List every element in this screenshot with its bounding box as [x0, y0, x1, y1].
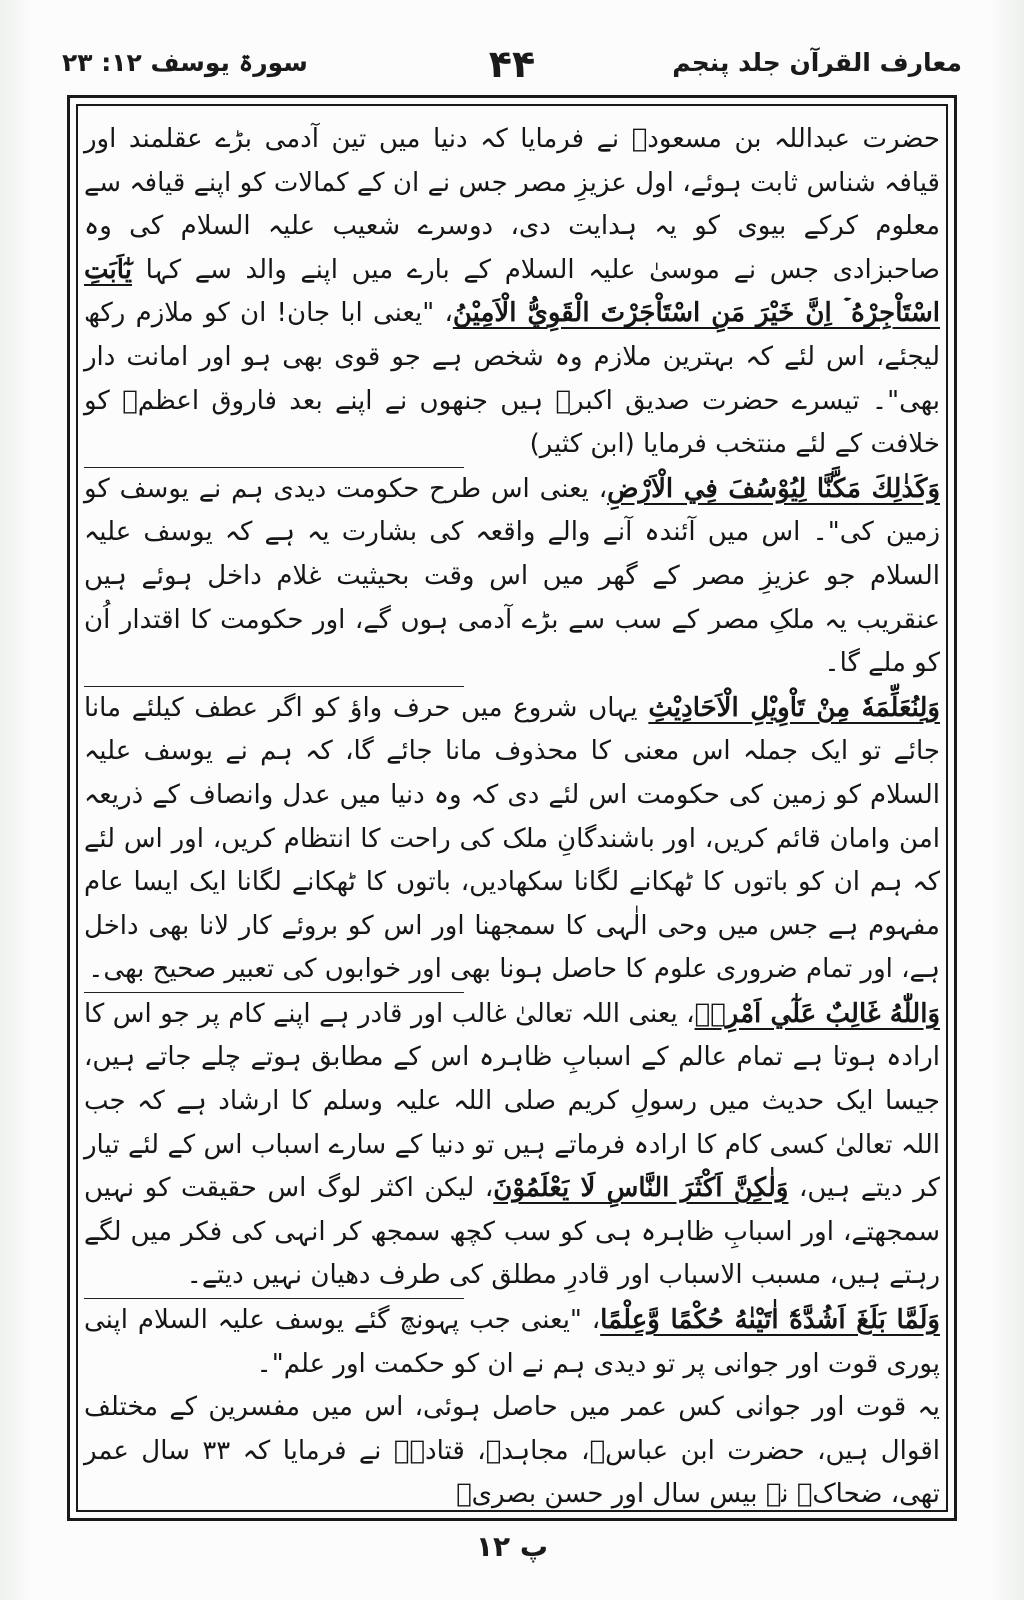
- quran-verse: وَكَذٰلِكَ مَكَّنَّا لِيُوْسُفَ فِي الْاَرْضِ: [607, 473, 940, 504]
- paragraph-text: حضرت عبداللہ بن مسعودؓ نے فرمایا کہ دنیا میں تین آدمی بڑے عقلمند اور قیافہ شناس ثابت ہوئے، اول عزیزِ مصر جس نے ان کے کمالات کو اپنے قیافہ سے معلوم کرکے بیوی کو یہ ہدایت دی، دوسرے شعیب علیہ السلام کی وہ صاحبزادی جس نے موسیٰ علیہ السلام کے بارے میں اپنے والد سے کہا: [84, 124, 940, 285]
- book-title: معارف القرآن جلد پنجم: [672, 48, 962, 77]
- paragraph-age: [84, 1386, 940, 1517]
- paragraph-text: ، "یعنی ابا جان! ان کو ملازم رکھ لیجئے، اس لئے کہ بہترین ملازم وہ شخص ہے جو قوی بھی ہو اور امانت دار بھی"۔ تیسرے حضرت صدیق اکبرؓ ہیں جنھوں نے اپنے بعد فاروق اعظمؓ کو خلافت کے لئے منتخب فرمایا (ابن کثیر): [84, 298, 940, 460]
- quran-verse: وَلٰكِنَّ اَكْثَرَ النَّاسِ لَا يَعْلَمُوْنَ: [493, 1173, 789, 1204]
- juz-marker: پ ۱۲: [475, 1530, 549, 1563]
- running-header: [62, 42, 962, 92]
- surah-reference: سورۃ یوسف ۱۲: ۲۳: [62, 48, 308, 77]
- paragraph-ashuddah: [84, 1299, 940, 1386]
- quran-verse: وَلِنُعَلِّمَهٗ مِنْ تَاْوِيْلِ الْاَحَادِيْثِ: [648, 692, 940, 723]
- paragraph-text: ، یعنی اللہ تعالیٰ غالب اور قادر ہے اپنے کام پر جو اس کا ارادہ ہوتا ہے تمام عالم کے اسبابِ ظاہرہ اس کے مطابق ہوتے چلے جاتے ہیں، جیسا ایک حدیث میں رسولِ کریم صلی اللہ علیہ وسلم کا ارشاد ہے کہ جب اللہ تعالیٰ کسی کام کا ارادہ فرماتے ہیں تو دنیا کے سارے اسباب اس کے لئے تیار کر دیتے ہیں،: [84, 998, 940, 1204]
- quran-verse: وَلَمَّا بَلَغَ اَشُدَّهٗٓ اٰتَيْنٰهُ حُكْمًا وَّعِلْمًا: [600, 1305, 940, 1336]
- paragraph-text: ، "یعنی جب پہونچ گئے یوسف علیہ السلام اپنی پوری قوت اور جوانی پر تو دیدی ہم نے ان کو حکمت اور علم"۔: [84, 1305, 940, 1379]
- paragraph-ta-wil: [84, 687, 940, 992]
- quran-verse: وَاللّٰهُ غَالِبٌ عَلٰٓي اَمْرِهٖ: [694, 998, 940, 1029]
- paragraph-text: یہاں شروع میں حرف واؤ کو اگر عطف کیلئے مانا جائے تو ایک جملہ اس معنی کا محذوف مانا جائے گا، کہ ہم نے یوسف علیہ السلام کو زمین کی حکومت اس لئے دی کہ وہ دنیا میں عدل وانصاف کے ذریعہ امن وامان قائم کریں، اور باشندگانِ ملک کی راحت کا انتظام کریں، اور اس لئے کہ ہم ان کو باتوں کا ٹھکانے لگانا سکھادیں، باتوں کا ٹھکانے لگانا ایک ایسا عام مفہوم ہے جس میں وحی الٰہی کا سمجھنا اور اس کو بروئے کار لانا بھی داخل ہے، اور تمام ضروری علوم کا حاصل ہونا بھی اور خوابوں کی تعبیر صحیح بھی۔: [84, 692, 940, 985]
- quran-verse: يٰٓاَبَتِ اسْتَاْجِرْهُ ۡ اِنَّ خَيْرَ مَنِ اسْتَاْجَرْتَ الْقَوِيُّ الْاَمِيْنُ: [84, 254, 940, 329]
- paragraph-text: ، یعنی اس طرح حکومت دیدی ہم نے یوسف کو زمین کی"۔ اس میں آئندہ آنے والے واقعہ کی بشارت یہ ہے کہ یوسف علیہ السلام جو عزیزِ مصر کے گھر میں اس وقت بحیثیت غلام داخل ہوئے ہیں عنقریب یہ ملکِ مصر کے سب سے بڑے آدمی ہوں گے، اور حکومت کا اقتدار اُن کو ملے گا۔: [84, 473, 940, 679]
- commentary-body: [84, 118, 940, 1517]
- paragraph-text: ، لیکن اکثر لوگ اس حقیقت کو نہیں سمجھتے، اور اسبابِ ظاہرہ ہی کو سب کچھ سمجھ کر انہی کی فکر میں لگے رہتے ہیں، مسبب الاسباب اور قادرِ مطلق کی طرف دھیان نہیں دیتے۔: [84, 1173, 940, 1291]
- page-number-top: ۴۴: [488, 42, 536, 86]
- paragraph-ghalib: [84, 993, 940, 1298]
- paragraph-makkanna: [84, 468, 940, 686]
- paragraph-wise-men: [84, 118, 940, 467]
- paragraph-text: یہ قوت اور جوانی کس عمر میں حاصل ہوئی، اس میں مفسرین کے مختلف اقوال ہیں، حضرت ابن عباسؓ، مجاہدؒ، قتادہؒ نے فرمایا کہ ۳۳ سال عمر تھی، ضحاکؒ نے بیس سال اور حسن بصریؒ: [84, 1392, 940, 1510]
